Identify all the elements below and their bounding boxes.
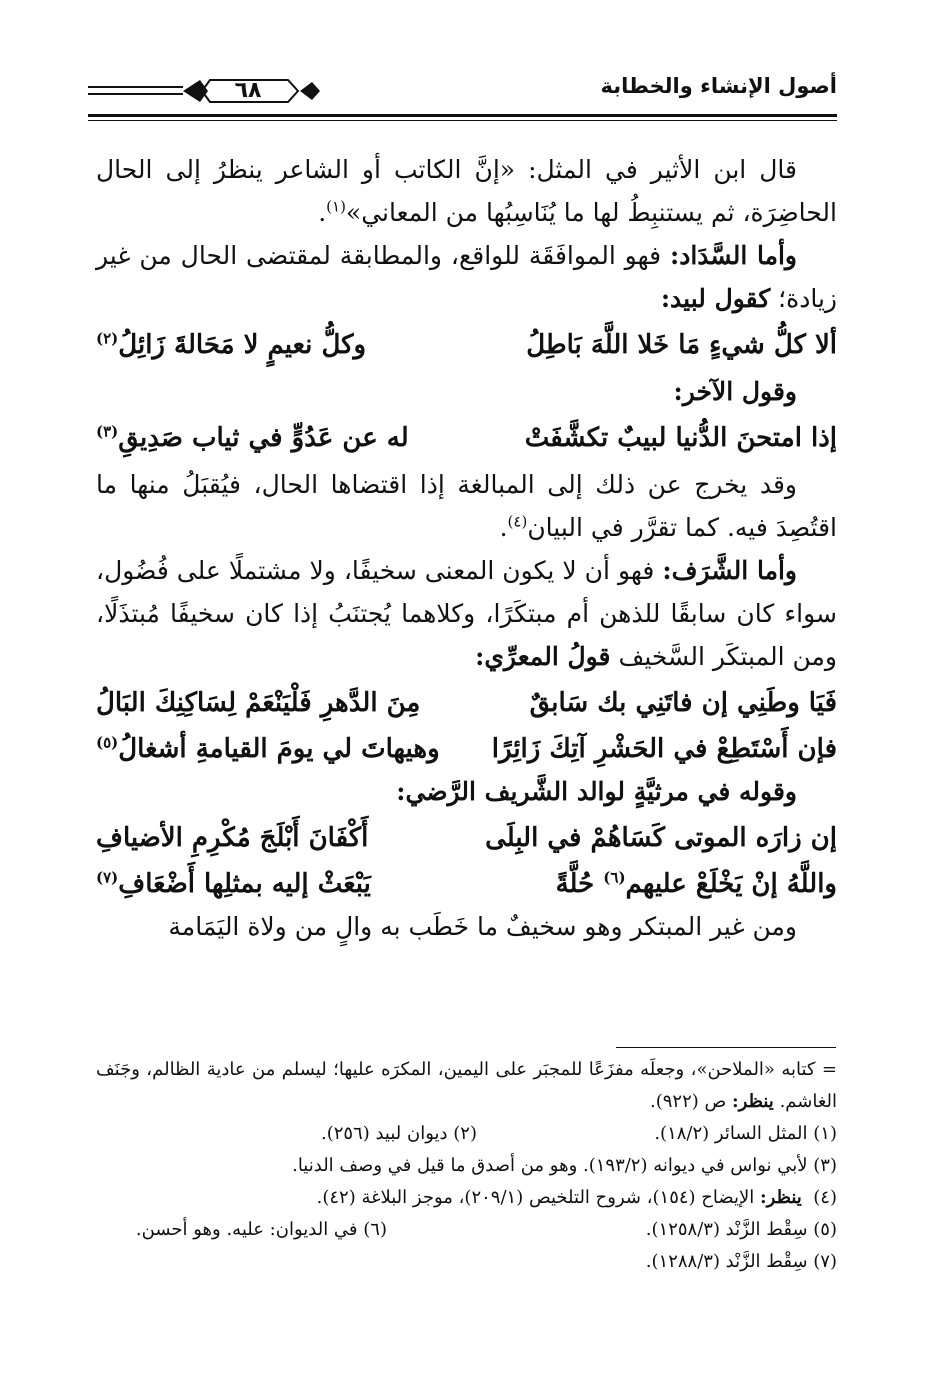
footnote-row — [96, 1214, 837, 1246]
paragraph-4: وأما الشَّرَف: فهو أن لا يكون المعنى سخيفًا، ولا مشتملًا على فُضُول، سواء كان سابقًا للذهن أم مبتكَرًا، وكلاهما يُجتنَبُ إذا كان سخيفًا مُبتذَلًا، ومن المبتكَر السَّخيف قولُ المعرِّي: — [96, 556, 837, 671]
verse-hemistich-2: مِنَ الدَّهرِ فَلْيَنْعَمْ لِسَاكِنِكَ البَالُ — [96, 688, 421, 718]
paragraph-2: وأما السَّدَاد: فهو الموافَقَة للواقع، والمطابقة لمقتضى الحال من غير زيادة؛ كقول لبيد: — [96, 241, 837, 313]
footnote-row — [96, 1118, 837, 1150]
header-rule — [88, 114, 837, 117]
footnote-row — [96, 1182, 837, 1214]
page-number-badge — [88, 76, 348, 106]
paragraph-3: وقد يخرج عن ذلك إلى المبالغة إذا اقتضاها الحال، فيُقبَلُ منها ما اقتُصِدَ فيه. كما تقرَّر في البيان$^{(٤)}$. — [96, 470, 837, 542]
verse-intro-3: وقوله في مرثيَّةٍ لوالد الشَّريف الرَّضي: — [396, 777, 797, 806]
footnote-ref: (١) — [326, 197, 346, 216]
verse-hemistich-1: ألا كلُّ شيءٍ مَا خَلا اللَّهَ بَاطِلُ — [526, 330, 837, 360]
verse-6 — [96, 859, 837, 905]
verse-hemistich-2: أَكْفَانَ أَبْلَجَ مُكْرِمِ الأضيافِ — [96, 823, 369, 853]
footnote-row — [96, 1150, 837, 1182]
footnote-7: (٧) سِقْط الزَّنْد (١٢٨٨/٣). — [645, 1251, 837, 1272]
footnote-6: (٦) في الديوان: عليه. وهو أحسن. — [135, 1219, 387, 1240]
verse-5 — [96, 813, 837, 859]
main-text — [96, 148, 837, 948]
footnote-4: (٤) ينظر: الإيضاح (١٥٤)، شروح التلخيص (٢٠٩/١)، موجز البلاغة (٤٢). — [316, 1187, 837, 1208]
page-header — [88, 62, 837, 122]
verse-hemistich-2: يَبْعَثْ إليه بمثلِها أَضْعَافِ$^{(٧)}$ — [96, 868, 371, 899]
verse-4 — [96, 724, 837, 770]
verse-hemistich-2: وهيهاتَ لي يومَ القيامةِ أشغالُ$^{(٥)}$ — [96, 733, 440, 764]
verse-3 — [96, 678, 837, 724]
footnote-separator — [616, 1047, 836, 1048]
verse-hemistich-1: إذا امتحنَ الدُّنيا لبيبٌ تكشَّفَتْ — [524, 423, 837, 453]
page-number: ٦٨ — [234, 78, 262, 103]
verse-intro-2: وقول الآخر: — [673, 377, 797, 406]
verse-hemistich-2: وكلُّ نعيمٍ لا مَحَالةَ زَائِلُ$^{(٢)}$ — [96, 329, 367, 360]
verse-hemistich-1: واللَّهُ إنْ يَخْلَعْ عليهم$^{(٦)}$ حُلَّةً — [555, 868, 837, 899]
footnote-2: (٢) ديوان لبيد (٢٥٦). — [320, 1123, 477, 1144]
footnote-continuation: = كتابه «الملاحن»، وجعلَه مفزَعًا للمجبَر على اليمين، المكرَه عليها؛ ليسلم من عادية الظالم، وجَنَف الغاشم. ينظر: ص (٩٢٢). — [96, 1059, 837, 1112]
verse-hemistich-1: فَيَا وطَنِي إن فاتَنِي بك سَابقٌ — [529, 688, 837, 718]
verse-hemistich-2: له عن عَدُوٍّ في ثياب صَدِيقِ$^{(٣)}$ — [96, 422, 409, 453]
footnote-5: (٥) سِقْط الزَّنْد (١٢٥٨/٣). — [645, 1219, 837, 1240]
paragraph-5: ومن غير المبتكر وهو سخيفٌ ما خَطَب به والٍ من ولاة اليَمَامة — [168, 912, 797, 941]
paragraph-1: قال ابن الأثير في المثل: «إنَّ الكاتب أو الشاعر ينظرُ إلى الحال الحاضِرَة، ثم يستنبِطُ لها ما يُنَاسِبُها من المعاني»$^{(١)}$. — [96, 155, 837, 227]
footnote-row — [96, 1246, 837, 1278]
footnote-3: (٣) لأبي نواس في ديوانه (١٩٣/٢). وهو من أصدق ما قيل في وصف الدنيا. — [292, 1155, 837, 1176]
footnotes — [96, 1054, 837, 1278]
header-rule-thin — [88, 120, 837, 121]
verse-1 — [96, 320, 837, 370]
verse-hemistich-1: فإن أَسْتَطِعْ في الحَشْرِ آتِكَ زَائِرًا — [491, 734, 837, 764]
footnote-ref: (٤) — [507, 512, 528, 531]
footnote-1: (١) المثل السائر (١٨/٢). — [654, 1123, 837, 1144]
verse-hemistich-1: إن زارَه الموتى كَسَاهُمْ في البِلَى — [485, 823, 837, 853]
running-title: أصول الإنشاء والخطابة — [600, 74, 837, 98]
verse-2 — [96, 413, 837, 463]
